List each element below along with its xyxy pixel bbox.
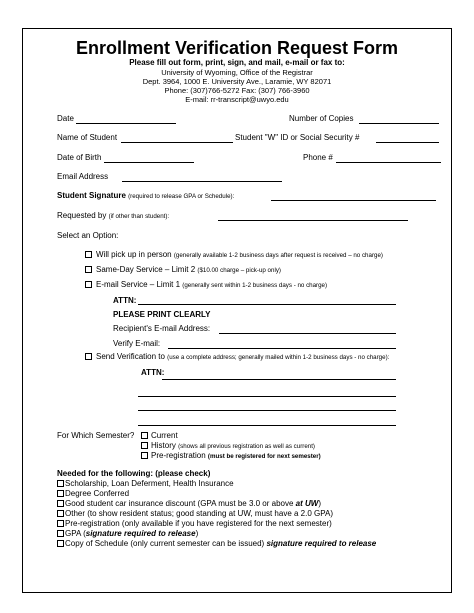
- gpa-checkbox[interactable]: [57, 530, 64, 537]
- send-verification-note: (use a complete address; generally mailed within 1-2 business days - no charge):: [167, 354, 390, 361]
- history-checkbox[interactable]: [141, 442, 148, 449]
- other-checkbox[interactable]: [57, 510, 64, 517]
- email-field[interactable]: [122, 181, 282, 182]
- email-service-note: (generally sent within 1-2 business days - no charge): [182, 282, 328, 289]
- requested-by-note: (if other than student):: [108, 213, 170, 220]
- degree-label: Degree Conferred: [65, 489, 130, 498]
- prereg-needed-label: Pre-registration (only available if you have registered for the next semester): [65, 519, 332, 528]
- mail-address-line-2[interactable]: [138, 396, 396, 397]
- prereg-option: [151, 451, 321, 460]
- pickup-option: [96, 250, 383, 259]
- phone-field[interactable]: [336, 162, 441, 163]
- dob-field[interactable]: [104, 162, 194, 163]
- schedule-emphasis: signature required to release: [266, 539, 377, 548]
- copies-label: Number of Copies: [289, 114, 354, 123]
- insurance-close: ): [318, 499, 321, 508]
- signature-note: (required to release GPA or Schedule):: [128, 193, 235, 200]
- prereg-needed-checkbox[interactable]: [57, 520, 64, 527]
- insurance-emphasis: at UW: [295, 499, 319, 508]
- phone-label: Phone #: [303, 153, 333, 162]
- insurance-label: Good student car insurance discount (GPA must be 3.0 or above: [65, 499, 296, 508]
- email-label: Email Address: [57, 172, 109, 181]
- gpa-emphasis: signature required to release: [85, 529, 196, 538]
- same-day-option: [96, 265, 281, 274]
- date-field[interactable]: [76, 123, 176, 124]
- pickup-note: (generally available 1-2 business days after request is received – no charge): [173, 252, 383, 259]
- instructions: Please fill out form, print, sign, and mail, e-mail or fax to:: [129, 58, 345, 67]
- prereg-label: Pre-registration: [151, 451, 206, 460]
- attn-label: ATTN:: [113, 296, 137, 305]
- history-label: History: [151, 441, 176, 450]
- send-verification-label: Send Verification to: [96, 352, 165, 361]
- scholarship-label: Scholarship, Loan Deferment, Health Insurance: [65, 479, 234, 488]
- dob-label: Date of Birth: [57, 153, 102, 162]
- options-heading: Select an Option:: [57, 231, 119, 240]
- requested-by-field[interactable]: [218, 220, 408, 221]
- prereg-note: (must be registered for next semester): [207, 453, 321, 460]
- requested-by-label: Requested by: [57, 211, 107, 220]
- student-id-label: Student "W" ID or Social Security #: [235, 133, 360, 142]
- verify-email-label: Verify E-mail:: [113, 339, 161, 348]
- student-name-label: Name of Student: [57, 133, 118, 142]
- schedule-option: [65, 539, 376, 548]
- phone-fax: Phone: (307)766-5272 Fax: (307) 766-3960: [164, 86, 310, 95]
- student-id-field[interactable]: [376, 142, 439, 143]
- other-label: Other (to show resident status; good standing at UW, must have a 2.0 GPA): [65, 509, 333, 518]
- pickup-label: Will pick up in person: [96, 250, 172, 259]
- email-service-label: E-mail Service – Limit 1: [96, 280, 181, 289]
- org-address: Dept. 3964, 1000 E. University Ave., Laramie, WY 82071: [142, 77, 332, 86]
- recipient-email-field[interactable]: [219, 333, 396, 334]
- gpa-close: ): [195, 529, 199, 538]
- semester-label: For Which Semester?: [57, 431, 135, 440]
- gpa-label: GPA (: [65, 529, 86, 538]
- current-checkbox[interactable]: [141, 432, 148, 439]
- email-service-checkbox[interactable]: [85, 281, 92, 288]
- signature-row: [57, 191, 234, 200]
- degree-checkbox[interactable]: [57, 490, 64, 497]
- needed-heading: Needed for the following: (please check): [57, 469, 211, 478]
- copies-field[interactable]: [359, 123, 439, 124]
- mail-address-line-1[interactable]: [162, 379, 396, 380]
- signature-field[interactable]: [271, 200, 436, 201]
- email-service-option: [96, 280, 327, 289]
- current-label: Current: [151, 431, 178, 440]
- mail-attn-label: ATTN:: [141, 368, 165, 377]
- verify-email-field[interactable]: [168, 348, 396, 349]
- mail-address-line-3[interactable]: [138, 410, 396, 411]
- send-verification-checkbox[interactable]: [85, 353, 92, 360]
- same-day-checkbox[interactable]: [85, 266, 92, 273]
- scholarship-checkbox[interactable]: [57, 480, 64, 487]
- history-note: (shows all previous registration as well as current): [178, 443, 315, 450]
- same-day-note: ($10.00 charge – pick-up only): [197, 267, 281, 274]
- signature-label: Student Signature: [57, 191, 126, 200]
- student-name-field[interactable]: [121, 142, 233, 143]
- recipient-email-label: Recipient's E-mail Address:: [113, 324, 211, 333]
- insurance-checkbox[interactable]: [57, 500, 64, 507]
- pickup-checkbox[interactable]: [85, 251, 92, 258]
- schedule-label: Copy of Schedule (only current semester can be issued): [65, 539, 267, 548]
- gpa-option: [65, 529, 198, 538]
- history-option: [151, 441, 315, 450]
- date-label: Date: [57, 114, 74, 123]
- contact-email: E-mail: rr-transcript@uwyo.edu: [185, 95, 289, 104]
- same-day-label: Same-Day Service – Limit 2: [96, 265, 196, 274]
- insurance-option: [65, 499, 321, 508]
- org-name: University of Wyoming, Office of the Registrar: [161, 68, 313, 77]
- attn-field[interactable]: [138, 304, 396, 305]
- send-verification-option: [96, 352, 389, 361]
- prereg-checkbox[interactable]: [141, 452, 148, 459]
- schedule-checkbox[interactable]: [57, 540, 64, 547]
- print-clearly: PLEASE PRINT CLEARLY: [113, 310, 211, 319]
- form-title: Enrollment Verification Request Form: [75, 38, 399, 58]
- requested-by-row: [57, 211, 169, 220]
- mail-address-line-4[interactable]: [138, 425, 396, 426]
